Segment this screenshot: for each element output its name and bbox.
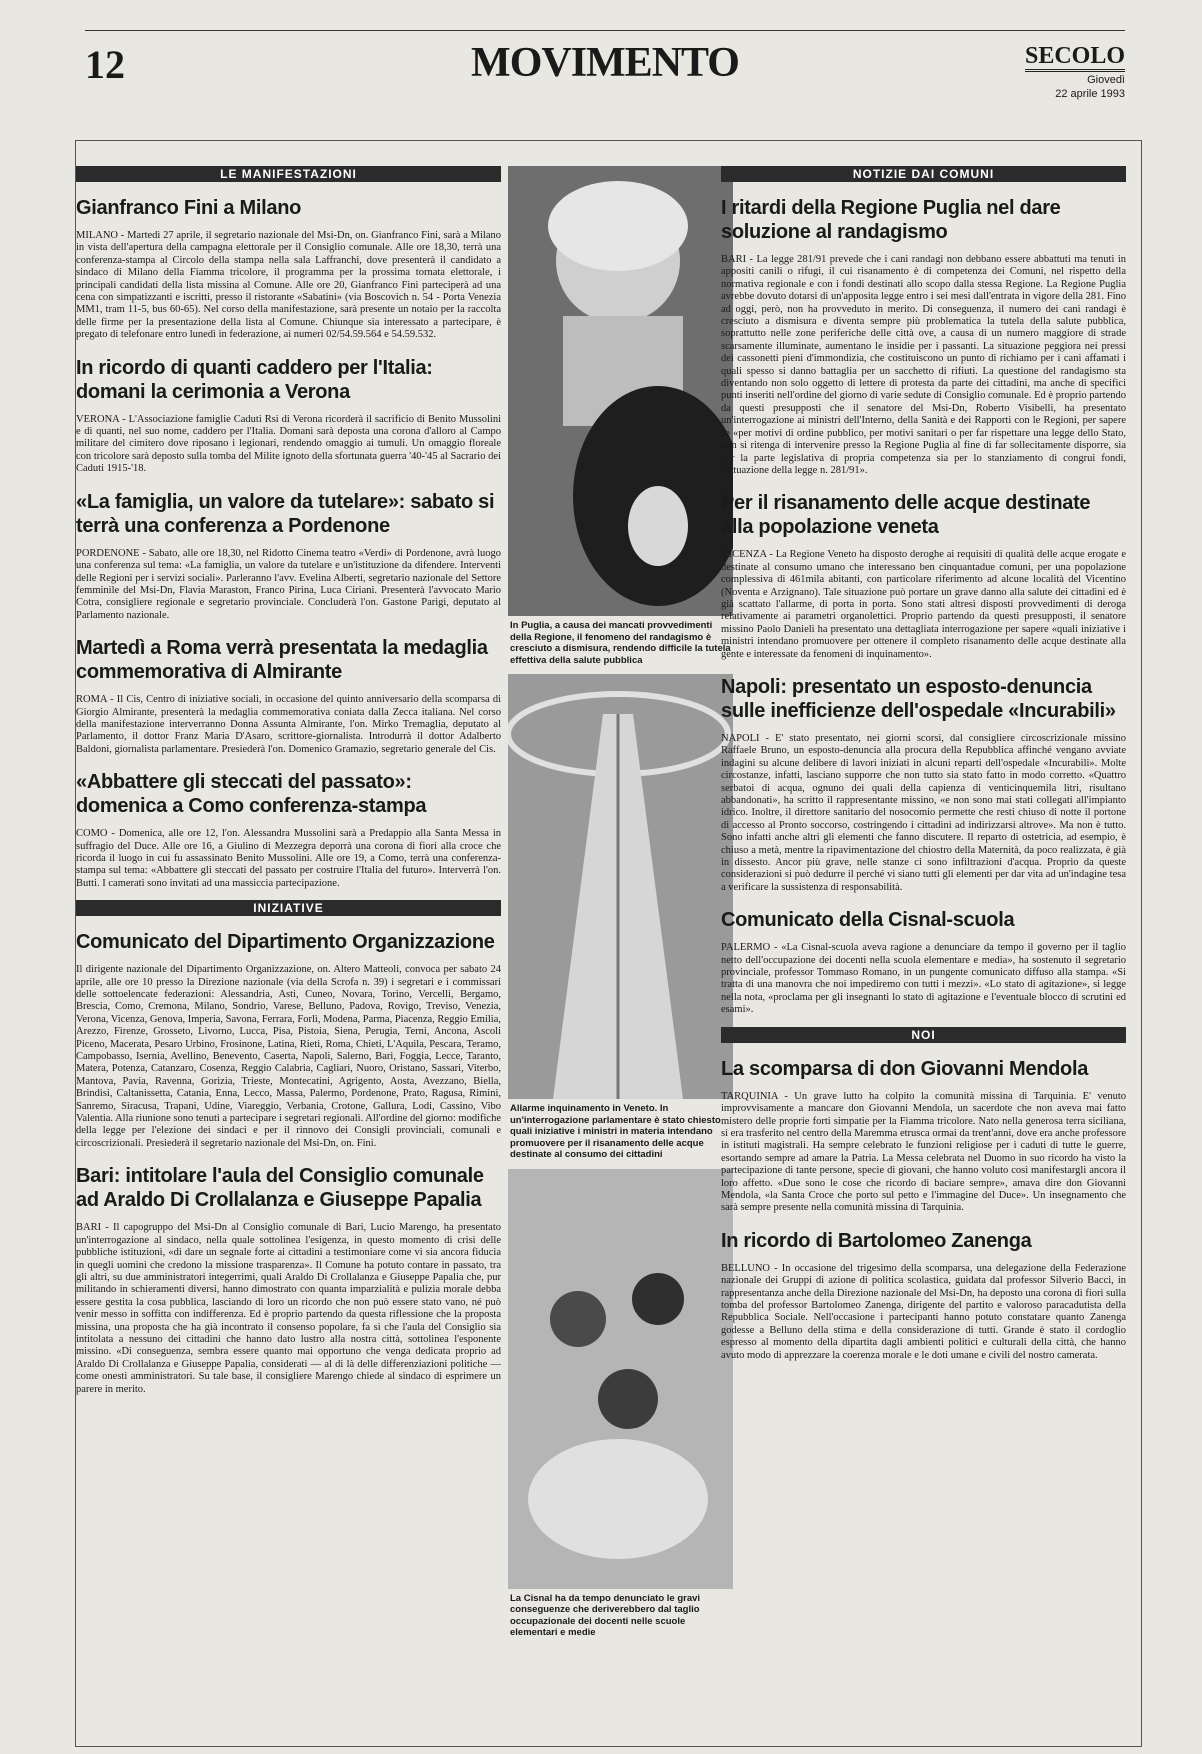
section-title: MOVIMENTO (471, 40, 739, 86)
page-frame (75, 140, 1142, 1747)
section-bar-noi: NOI (721, 1027, 1126, 1043)
article-body: COMO - Domenica, alle ore 12, l'on. Alessandra Mussolini sarà a Predappio alla Santa Messa in suffragio del Duce. Alle ore 16, a Giulino di Mezzegra deporrà una corona di fiori alla croce che ricorda il luogo in cui fu assassinato Benito Mussolini. Alle ore 19, a Como, terrà una conferenza-stampa sul tema: «Abbattere gli steccati del passato per costruire l'Italia del futuro». Interverrà l'on. Butti. I camerati sono invitati ad una massiccia partecipazione. (76, 828, 501, 889)
page-number: 12 (85, 42, 125, 87)
photo-caption: La Cisnal ha da tempo denunciato le gravi conseguenze che deriverebbero dal taglio occupazionale dei docenti nelle scuole elementari e medie (510, 1592, 701, 1638)
article (721, 908, 1126, 1016)
article-headline: I ritardi della Regione Puglia nel dare soluzione al randagismo (721, 197, 1061, 243)
article (721, 491, 1126, 661)
photo-classroom-image (508, 1169, 733, 1589)
section-bar-manifestazioni: LE MANIFESTAZIONI (76, 166, 501, 182)
article (721, 675, 1126, 894)
article (76, 770, 501, 890)
article-headline: «Abbattere gli steccati del passato»: domenica a Como conferenza-stampa (76, 771, 427, 818)
article-body: PORDENONE - Sabato, alle ore 18,30, nel Ridotto Cinema teatro «Verdi» di Pordenone, avrà luogo una conferenza sul tema: «La famiglia, un valore da tutelare e un'istituzione da difendere. Interventi delle Regioni per i servizi sociali». Parleranno l'avv. Evelina Alberti, segretario nazionale del Settore femminile del Msi-Dn, Flavia Maraston, Franco Pirina, Luca Ciriani. Presenterà l'avvocato Mario Cotra, consigliere regionale e segretario provinciale. Concluderà l'on. Gastone Parigi, deputato al Parlamento nazionale. (76, 547, 501, 621)
article-body: BELLUNO - In occasione del trigesimo della scomparsa, una delegazione della Federazione nazionale dei Gruppi di azione di politica scolastica, guidata dal professor Silverio Bacci, in rappresentanza anche della Direzione nazionale del Msi-Dn, ha deposto una corona di fiori sulla tomba del professor Bartolomeo Zanenga, dirigente del partito e valoroso paracadutista della Repubblica Sociale. Nell'occasione i partecipanti hanno potuto constatare quanto Zanenga godesse a Belluno della stima e della considerazione di tutti. Grande è stato il cordoglio espresso al momento della dipartita dagli ambienti politici e culturali della città, che hanno avuto modo di apprezzare la coerenza morale e le doti umane e civili del nostro camerata. (721, 1262, 1126, 1361)
date-weekday: Giovedì (1087, 74, 1125, 86)
photo-caption: In Puglia, a causa dei mancati provvedimenti della Regione, il fenomeno del randagismo è cresciuto a dismisura, rendendo difficile la tutela effettiva della salute pubblica (510, 620, 731, 666)
photo-caption: Allarme inquinamento in Veneto. In un'interrogazione parlamentare è stato chiesto quali iniziative i ministri in materia intendano promuovere per il risanamento delle acque destinate al consumo dei cittadini (510, 1103, 721, 1160)
article-body: VERONA - L'Associazione famiglie Caduti Rsi di Verona ricorderà il sacrificio di Benito Mussolini e di quanti, nel suo nome, caddero per l'Italia. Domani sarà deposta una corona d'alloro al Campo militare del cimitero dove riposano i legionari, rendendo omaggio ai tumuli. Un omaggio floreale con tricolore sarà deposto sulla tomba del Milite ignoto della sfortunata guerra '40-'45 al Sacrario dei Caduti 1915-'18. (76, 413, 501, 475)
article (76, 490, 501, 622)
article-body: BARI - Il capogruppo del Msi-Dn al Consiglio comunale di Bari, Lucio Marengo, ha presentato un'interrogazione al sindaco, nella quale sottolinea l'esigenza, in questo momento di crisi delle pubbliche istituzioni, «di dare un segnale forte ai cittadini a testimoniare come vi sia ancora fiducia in quegli uomini che credono la missione trasparenza». Il Comune ha potuto contare in passato, tra gli altri, su due amministratori integerrimi, quali Araldo Di Crollalanza e Giuseppe Papalia che, pur militando in schieramenti diversi, hanno dimostrato con quanta imparzialità e pulizia morale debba essere gestita la cosa pubblica, lasciando di loro un ricordo che non può essere stato vano, né può venir messo in soffitta con indifferenza. Ed è proprio partendo da questa riflessione che la proposta missina, una proposta che ha già incontrato il consenso popolare, fa sì che l'aula del Consiglio sia intitolata a nessuno dei cittadini che hanno dato lustro alla nostra città, sottolinea l'esponente missino. «Di conseguenza, sembra essere quanto mai opportuno che venga dedicata proprio ad Araldo Di Crollalanza e Giuseppe Papalia, considerati — al di là delle differenziazioni politiche — come onesti amministratori. Su tale base, il consigliere Marengo chiede al sindaco di esprimere un parere in merito. (76, 1222, 501, 1395)
left-column (76, 166, 501, 1736)
photo-child-dog-image (508, 166, 733, 616)
photo-water-tower-image (508, 674, 733, 1099)
article-headline: Bari: intitolare l'aula del Consiglio comunale ad Araldo Di Crollalanza e Giuseppe Papalia (76, 1165, 484, 1212)
article-body: VICENZA - La Regione Veneto ha disposto deroghe ai requisiti di qualità delle acque erogate e destinate al consumo umano che interessano ben cinquantadue comuni, per una popolazione complessiva di 461mila abitanti, con particolare riferimento ad alcune località del Vicentino (Noventa e Arzignano). Tale situazione può portare un grave danno alla salute dei cittadini ed è già scattato l'allarme, di porta in porta. Sono stati altresì disposti provvedimenti di deroga relativamente ai parametri organolettici. Proprio partendo da questi presupposti, il senatore missino Paolo Danieli ha presentato una dettagliata interrogazione per sapere «quali iniziative i ministri intendano promuovere per ottenere il completo risanamento delle acque destinate alla gente e interessate da fenomeni di inquinamento». (721, 549, 1126, 660)
article-body: Il dirigente nazionale del Dipartimento Organizzazione, on. Altero Matteoli, convoca per sabato 24 aprile, alle ore 10 presso la Direzione nazionale (via della Scrofa n. 39) i segretari e i commissari delle sottoelencate federazioni: Alessandria, Asti, Cuneo, Novara, Torino, Vercelli, Bergamo, Brescia, Como, Cremona, Milano, Sondrio, Varese, Belluno, Padova, Rovigo, Treviso, Venezia, Verona, Vicenza, Genova, Imperia, Savona, Ferrara, Forlì, Modena, Parma, Piacenza, Reggio Emilia, Arezzo, Firenze, Grosseto, Livorno, Lucca, Pisa, Pistoia, Siena, Perugia, Terni, Ancona, Ascoli Piceno, Macerata, Pesaro Urbino, Frosinone, Latina, Rieti, Roma, Chieti, L'Aquila, Pescara, Teramo, Campobasso, Isernia, Avellino, Benevento, Caserta, Napoli, Salerno, Bari, Foggia, Lecce, Taranto, Matera, Potenza, Catanzaro, Cosenza, Reggio Calabria, Cagliari, Nuoro, Oristano, Sassari, Viterbo, Mantova, Pavia, Ravenna, Gorizia, Trieste, Montecatini, Agrigento, Aosta, Avezzano, Biella, Brindisi, Caltanissetta, Catania, Enna, Lecco, Massa, Palermo, Pordenone, Prato, Ragusa, Rimini, Sanremo, Siracusa, Trapani, Udine, Viareggio, Verbania, Crotone, Gallura, Lodi, Cassino, Vibo Valentia. Alla riunione sono tenuti a partecipare i segretari regionali. All'ordine del giorno: modifiche della legge per l'elezione dei sindaci e per il rinnovo dei Consigli provinciali, comunali e circoscrizionali. Presiederà il segretario nazionale del Msi-Dn, on. Fini. (76, 964, 501, 1149)
date: 22 aprile 1993 (1055, 88, 1125, 100)
masthead-logo: SECOLO (1025, 43, 1125, 72)
article-headline: Per il risanamento delle acque destinate alla popolazione veneta (721, 492, 1091, 539)
article (76, 636, 501, 756)
article (76, 930, 501, 1150)
article-headline: «La famiglia, un valore da tutelare»: sabato si terrà una conferenza a Pordenone (76, 490, 495, 537)
article-headline: Gianfranco Fini a Milano (76, 197, 302, 219)
article-headline: Napoli: presentato un esposto-denuncia sulle inefficienze dell'ospedale «Incurabili» (721, 675, 1116, 722)
article-headline: Comunicato del Dipartimento Organizzazione (76, 931, 495, 954)
article (76, 196, 501, 342)
page-header (85, 30, 1125, 106)
article-headline: In ricordo di quanti caddero per l'Italia: domani la cerimonia a Verona (76, 356, 433, 403)
article (721, 1057, 1126, 1215)
section-bar-iniziative: INIZIATIVE (76, 900, 501, 916)
article-body: NAPOLI - E' stato presentato, nei giorni scorsi, dal consigliere circoscrizionale missino Raffaele Bruno, un esposto-denuncia alla procura della Repubblica affinché vengano avviate indagini su alcune delibere di lavori iniziati in alcuni reparti dell'ospedale «Incurabili». Molte circostanze, infatti, lasciano supporre che non tutto sia stato fatto in modo corretto. «Quattro serbatoi di acqua, ognuno dei quali della capienza di venticinquemila litri, risultano abbandonati», ha scritto il rappresentante missino, «e non sono mai stati collegati all'impianto idrico. Inoltre, il direttore sanitario del nosocomio permette che resti chiuso di notte il portone di accesso al Pronto soccorso, costringendo i cittadini ad indirizzarsi altrove». Ma non è tutto. Sono infatti anche altri gli elementi che fanno discutere. Il reparto di ostetricia, ad esempio, è chiuso a metà, mentre la ripavimentazione del chiostro della Maternità, da poco realizzata, è già in dissesto. Ancor più grave, nelle stanze ci sono infiltrazioni d'acqua. Proprio da queste considerazioni si può dedurre il perché vi siano tutti gli elementi per dar vita ad un'indagine tesa a verificare la sussistenza di responsabilità. (721, 732, 1126, 893)
article-body: BARI - La legge 281/91 prevede che i cani randagi non debbano essere abbattuti ma tenuti in appositi canili o rifugi, il cui risanamento è di competenza dei Comuni, nel rispetto della normativa regionale e con i fondi destinati allo scopo dalla stessa Regione. La Regione Puglia avrebbe dovuto dotarsi di un'apposita legge entro i sei mesi dall'entrata in vigore della 281. Fino ad oggi, però, non ha provveduto in merito. Di conseguenza, il numero dei cani randagi è cresciuto a dismisura e diventa sempre più problematica la tutela della salute pubblica, soprattutto nelle zone periferiche delle città ove, a causa di un numero maggiore di strade scarsamente illuminate, aumentano le insidie per i passanti. La situazione peggiora nei pressi dei cassonetti pieni d'immondizia, che costituiscono un punto di richiamo per i cani affamati i quali spesso si danno battaglia per un sacchetto di rifiuti. La questione del randagismo sta diventando non solo oggetto di lettere di protesta da parte dei cittadini, ma anche di specifici punti inseriti nell'ordine del giorno di varie sedute di Consiglio comunale. Ed è proprio partendo da questi presupposti che il senatore del Msi-Dn, Roberto Visibelli, ha presentato un'interrogazione ai ministri dell'Interno, della Sanità e dei Rapporti con le Regioni, per sapere se «per motivi di ordine pubblico, per motivi sanitari o per far rispettare una legge dello Stato, non si ritenga di intervenire presso la Regione Puglia al fine di far sollecitamente disporre, sia per la parte legislativa di propria competenza sia per lo stanziamento di congrui fondi, l'attuazione della legge n. 281/91». (721, 254, 1126, 476)
article-headline: Martedì a Roma verrà presentata la medaglia commemorativa di Almirante (76, 637, 488, 684)
article (721, 196, 1126, 477)
article-body: PALERMO - «La Cisnal-scuola aveva ragione a denunciare da tempo il governo per il taglio netto dell'occupazione dei docenti nella scuola elementare e media», ha sostenuto il segretario provinciale, professor Tommaso Romano, in un pungente comunicato diffuso alla stampa. «Si tratta di una manovra che noi impediremo con tutti i mezzi». «Lo stato di agitazione», si legge nella nota, «proclama per gli insegnanti lo stato di agitazione e l'eventuale blocco di scrutini ed esami». (721, 942, 1126, 1016)
article (721, 1229, 1126, 1362)
article-body: TARQUINIA - Un grave lutto ha colpito la comunità missina di Tarquinia. E' venuto improvvisamente a mancare don Giovanni Mendola, un sacerdote che non aveva mai fatto mistero delle proprie forti simpatie per la Fiamma tricolore. Nato nella generosa terra siciliana, si era trasferito nel centro della Maremma etrusca ormai da trent'anni, dove era anche professore in istituti magistrali. Ha sempre celebrato le funzioni religiose per i caduti di tutte le guerre, esortando sempre ad amare la Patria. La Messa celebrata nel Duomo in suo ricordo ha visto la partecipazione di tante persone, specie di giovani, che hanno voluto così manifestargli ancora il loro affetto. «Due sono le cose che ricordo di baciare sempre», amava dire don Giovanni Mendola, «la Santa Croce che porto sul petto e l'immagine del Duce». Un insegnamento che sarà sempre presente nella comunità missina di Tarquinia. (721, 1090, 1126, 1214)
article-body: MILANO - Martedì 27 aprile, il segretario nazionale del Msi-Dn, on. Gianfranco Fini, sarà a Milano in vista dell'apertura della campagna elettorale per il Consiglio comunale. Alle ore 18,30, terrà una conferenza-stampa al Circolo della stampa nella sala Laffranchi, dove presenterà il candidato a sindaco di Milano della Fiamma tricolore, il programma per la prossima tornata elettorale, i principali candidati della lista missina al Comune. Alle ore 20, Gianfranco Fini parteciperà ad una cena con simpatizzanti e iscritti, presso il ristorante «Sabatini» (via Boscovich n. 54 - Porta Venezia MM1, tram 11-5, bus 60-65). Nel corso della manifestazione, sarà presente un notaio per la raccolta delle firme per la presentazione della lista al Comune. Chiunque sia interessato a partecipare, è pregato di telefonare entro lunedì in federazione, ai numeri 02/54.59.564 e 54.59.532. (76, 230, 501, 341)
article (76, 1164, 501, 1396)
article (76, 356, 501, 476)
article-headline: In ricordo di Bartolomeo Zanenga (721, 1229, 1032, 1252)
right-column (721, 166, 1126, 1736)
masthead (1025, 43, 1125, 100)
section-bar-notizie: NOTIZIE DAI COMUNI (721, 166, 1126, 182)
photo-child-dog (508, 166, 733, 616)
article-body: ROMA - Il Cis, Centro di iniziative sociali, in occasione del quinto anniversario della scomparsa di Giorgio Almirante, presenterà la medaglia commemorativa coniata dalla Zecca italiana. Nel corso della manifestazione interverranno Donna Assunta Almirante, l'on. Mirko Tremaglia, deputato al Parlamento, il dottor Franz Maria D'Asaro, scrittore-giornalista. Introdurrà il dottor Adalberto Baldoni, giornalista parlamentare. Presiederà l'on. Domenico Gramazio, segretario generale del Cis. (76, 694, 501, 755)
article-headline: La scomparsa di don Giovanni Mendola (721, 1057, 1089, 1080)
middle-column (508, 166, 733, 1736)
article-headline: Comunicato della Cisnal-scuola (721, 909, 1015, 932)
photo-classroom (508, 1169, 733, 1589)
photo-water-tower (508, 674, 733, 1099)
